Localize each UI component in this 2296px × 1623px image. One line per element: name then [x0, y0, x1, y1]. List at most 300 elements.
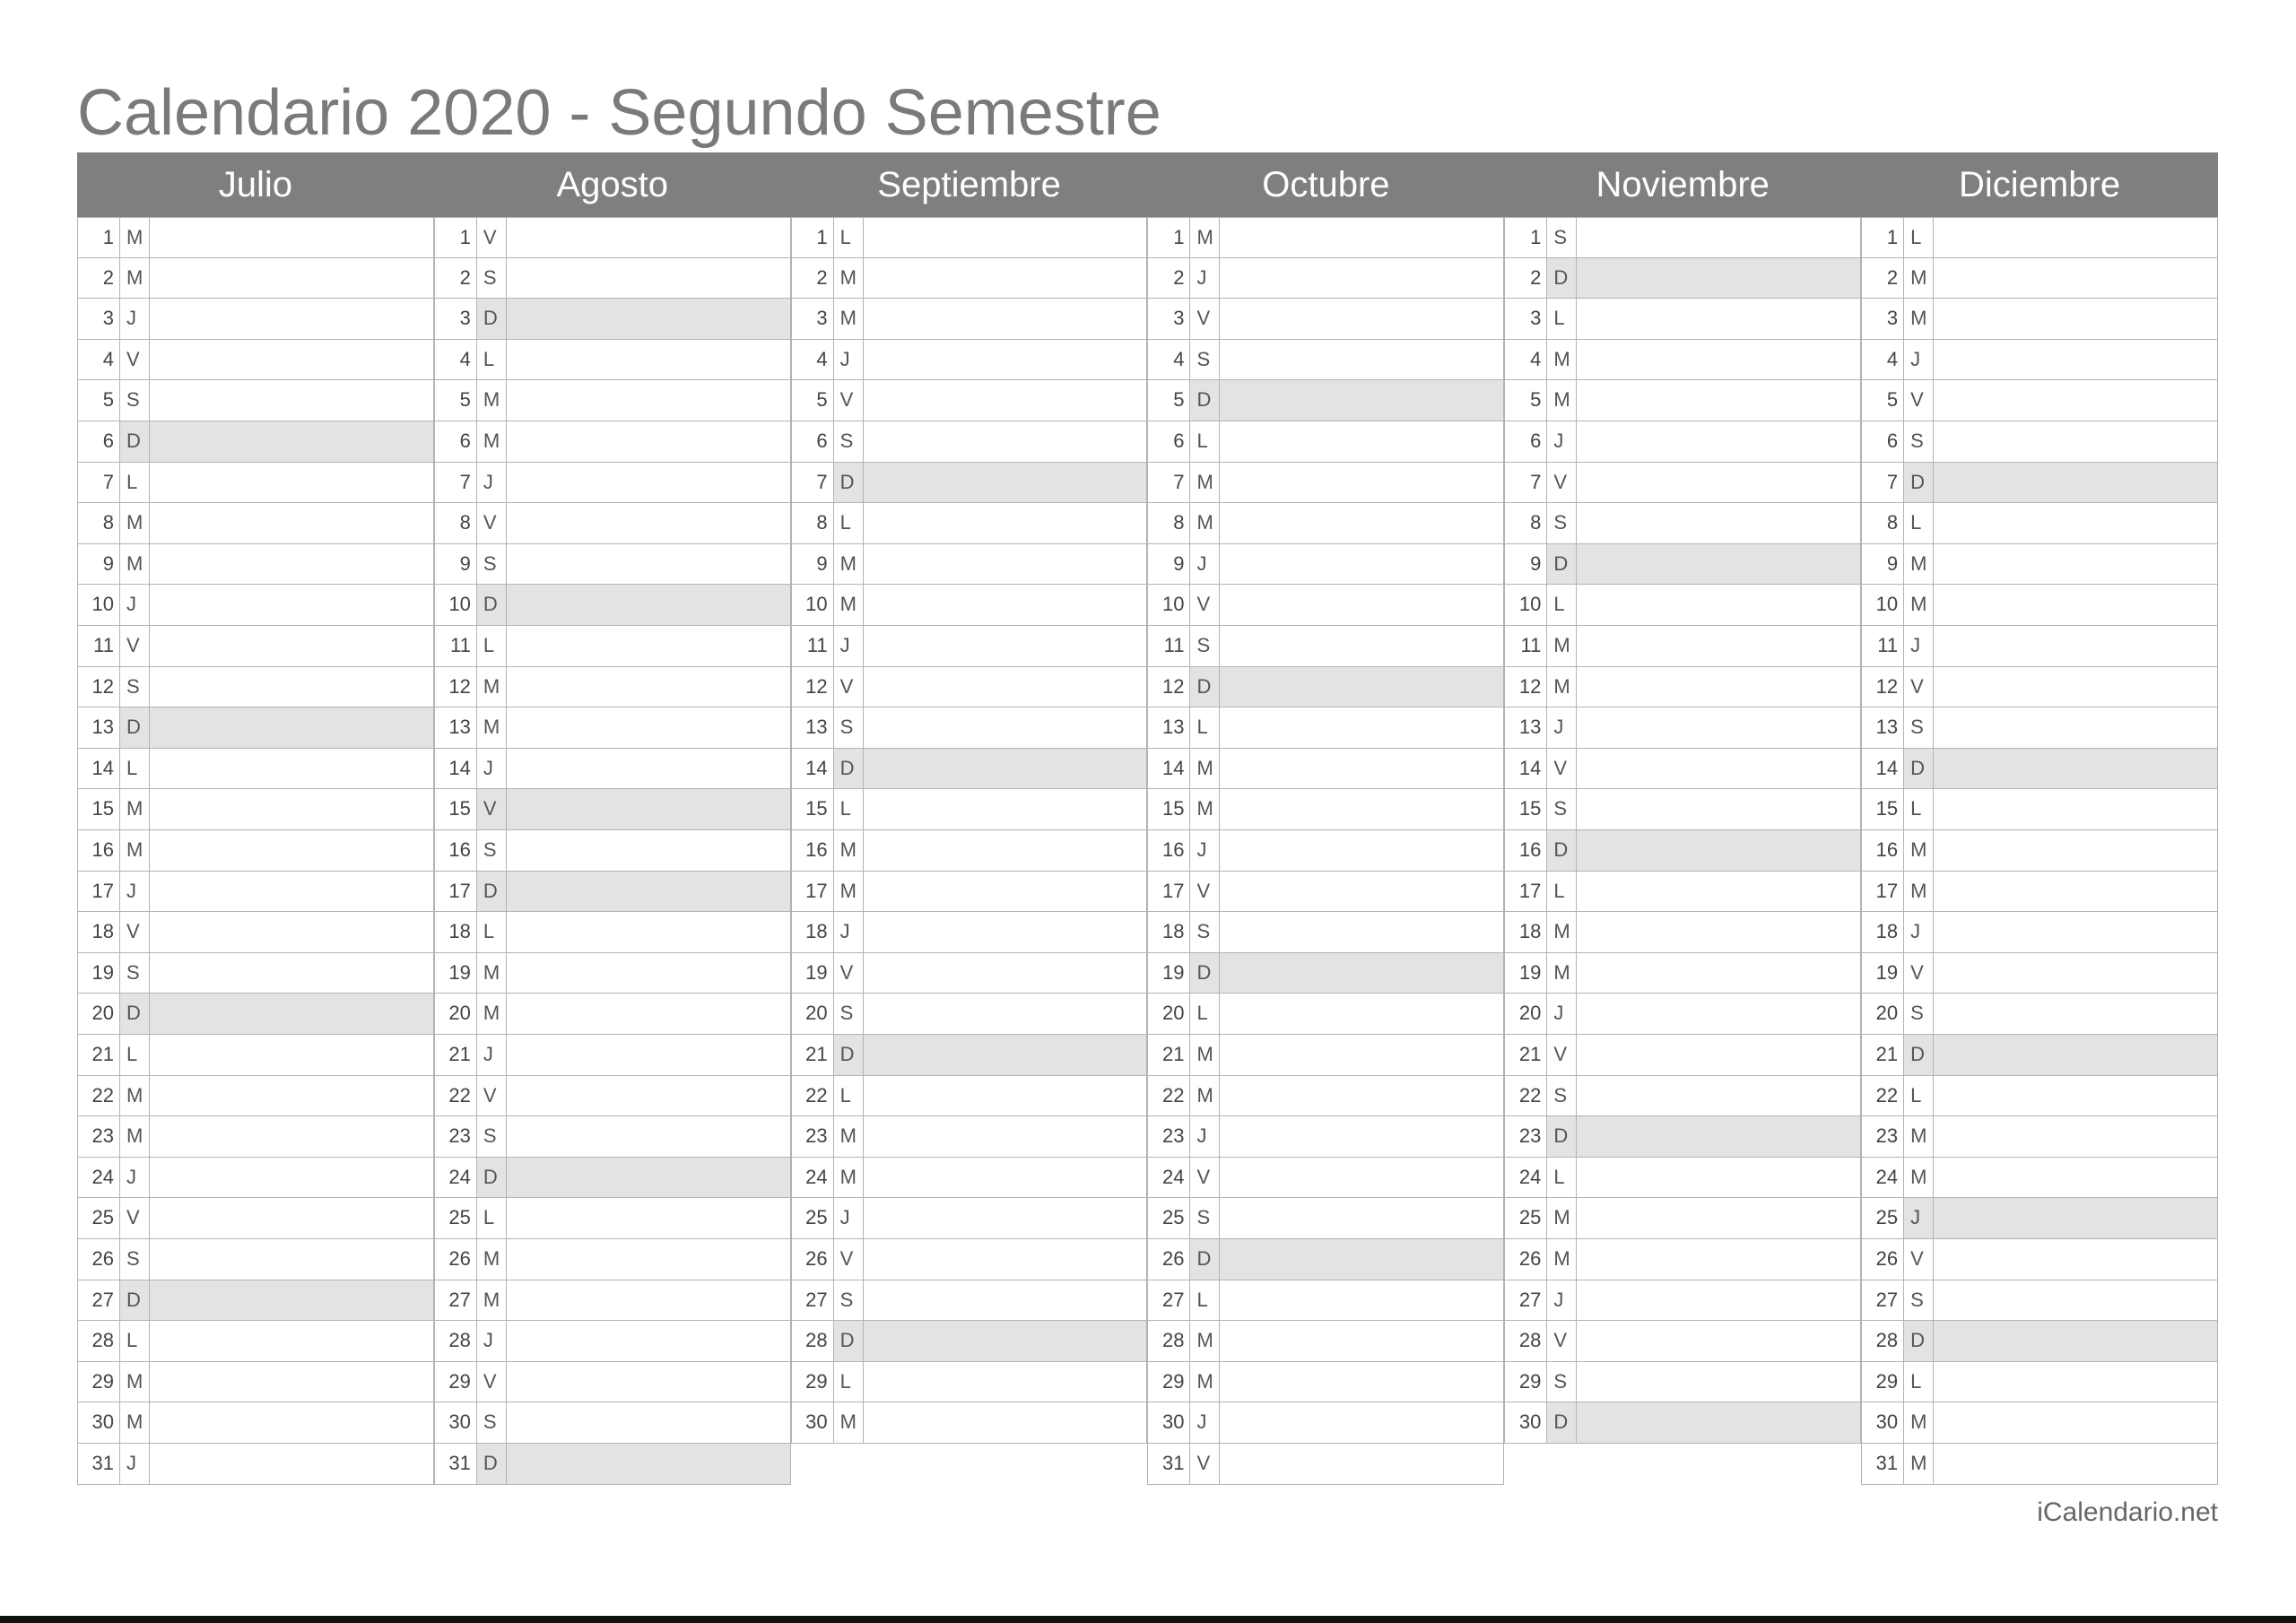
- day-row: [791, 626, 1148, 667]
- day-row: [77, 421, 434, 463]
- day-number: 8: [1530, 511, 1542, 534]
- month-header-noviembre: Noviembre: [1596, 165, 1770, 204]
- day-number: 18: [1518, 920, 1542, 943]
- day-number: 15: [91, 797, 114, 820]
- day-number: 26: [448, 1247, 471, 1270]
- note-cell: [1220, 749, 1503, 789]
- note-cell: [507, 749, 790, 789]
- day-number: 8: [1886, 511, 1899, 534]
- day-number: 22: [805, 1083, 828, 1107]
- note-cell: [1220, 1444, 1503, 1484]
- weekday-letter: J: [119, 1158, 150, 1198]
- day-row: [77, 1158, 434, 1199]
- day-row: [434, 749, 791, 790]
- note-cell: [507, 872, 790, 912]
- day-row: [77, 1035, 434, 1076]
- note-cell: [507, 912, 790, 952]
- day-row: [434, 912, 791, 953]
- weekday-letter: M: [476, 1239, 507, 1280]
- note-cell: [1577, 626, 1860, 666]
- weekday-letter: S: [1903, 707, 1934, 748]
- note-cell: [150, 1239, 433, 1280]
- weekday-letter: M: [833, 1158, 864, 1198]
- day-row: [791, 1280, 1148, 1322]
- note-cell: [150, 421, 433, 462]
- day-row: [434, 953, 791, 994]
- weekday-letter: S: [833, 421, 864, 462]
- note-cell: [150, 994, 433, 1034]
- day-number: 12: [91, 674, 114, 698]
- note-cell: [1934, 340, 2217, 380]
- note-cell: [864, 218, 1147, 257]
- note-cell: [507, 1198, 790, 1238]
- note-cell: [1220, 667, 1503, 707]
- weekday-letter: S: [1189, 912, 1220, 952]
- day-number: 16: [91, 838, 114, 861]
- weekday-letter: V: [1546, 1321, 1577, 1361]
- note-cell: [150, 544, 433, 585]
- note-cell: [1577, 789, 1860, 829]
- weekday-letter: S: [1546, 1362, 1577, 1402]
- day-number: 12: [1875, 674, 1899, 698]
- weekday-letter: D: [1546, 1402, 1577, 1443]
- day-number: 4: [459, 347, 471, 370]
- day-number: 5: [1886, 388, 1899, 412]
- weekday-letter: M: [476, 707, 507, 748]
- note-cell: [507, 1035, 790, 1075]
- weekday-letter: M: [119, 830, 150, 871]
- note-cell: [1934, 218, 2217, 257]
- day-row: [1147, 667, 1504, 708]
- day-number: 15: [1162, 797, 1185, 820]
- day-row: [1147, 707, 1504, 749]
- day-number: 24: [1162, 1165, 1185, 1188]
- weekday-letter: J: [476, 1035, 507, 1075]
- day-number: 1: [816, 226, 828, 248]
- day-row: [1504, 626, 1861, 667]
- day-row: [434, 217, 791, 258]
- day-number: 5: [816, 388, 828, 412]
- day-number: 6: [1530, 430, 1542, 452]
- note-cell: [1934, 380, 2217, 421]
- day-row: [1504, 1280, 1861, 1322]
- note-cell: [864, 1035, 1147, 1075]
- day-row: [1147, 217, 1504, 258]
- note-cell: [1220, 503, 1503, 543]
- day-row: [1861, 1362, 2218, 1403]
- day-row: [77, 626, 434, 667]
- day-number: 16: [1518, 838, 1542, 861]
- day-row: [1861, 1116, 2218, 1158]
- weekday-letter: M: [1903, 544, 1934, 585]
- weekday-letter: M: [119, 1362, 150, 1402]
- day-row: [1504, 299, 1861, 340]
- day-number: 19: [448, 960, 471, 984]
- day-row: [791, 1158, 1148, 1199]
- day-number: 22: [448, 1083, 471, 1107]
- note-cell: [1220, 1362, 1503, 1402]
- day-row: [1861, 1158, 2218, 1199]
- day-number: 1: [1886, 226, 1899, 248]
- day-number: 9: [102, 551, 114, 575]
- weekday-letter: S: [119, 667, 150, 707]
- note-cell: [1577, 585, 1860, 625]
- note-cell: [507, 299, 790, 339]
- weekday-letter: M: [1189, 463, 1220, 503]
- day-row: [1147, 380, 1504, 421]
- day-number: 30: [1875, 1410, 1899, 1434]
- day-row: [434, 1076, 791, 1117]
- note-cell: [1220, 1076, 1503, 1116]
- weekday-letter: M: [1546, 1239, 1577, 1280]
- weekday-letter: L: [476, 340, 507, 380]
- day-row: [434, 299, 791, 340]
- day-number: 10: [1518, 593, 1542, 616]
- weekday-letter: D: [1903, 1035, 1934, 1075]
- day-number: 10: [448, 593, 471, 616]
- day-row: [1861, 421, 2218, 463]
- day-row: [1147, 1116, 1504, 1158]
- note-cell: [1934, 1076, 2217, 1116]
- day-row: [791, 463, 1148, 504]
- day-number: 26: [1518, 1247, 1542, 1270]
- day-row: [434, 1198, 791, 1239]
- weekday-letter: D: [833, 1321, 864, 1361]
- note-cell: [1934, 1402, 2217, 1443]
- day-number: 3: [1886, 307, 1899, 330]
- note-cell: [507, 1444, 790, 1484]
- weekday-letter: M: [833, 299, 864, 339]
- weekday-letter: D: [1546, 1116, 1577, 1157]
- day-row: [434, 503, 791, 544]
- note-cell: [1220, 789, 1503, 829]
- note-cell: [1577, 1239, 1860, 1280]
- note-cell: [1934, 749, 2217, 789]
- day-number: 16: [805, 838, 828, 861]
- day-number: 2: [1173, 265, 1185, 289]
- day-number: 4: [816, 347, 828, 370]
- day-number: 25: [448, 1206, 471, 1229]
- day-row: [1504, 1116, 1861, 1158]
- weekday-letter: M: [1903, 1158, 1934, 1198]
- weekday-letter: M: [1903, 585, 1934, 625]
- weekday-letter: M: [1903, 830, 1934, 871]
- day-row: [1861, 749, 2218, 790]
- day-number: 9: [1886, 551, 1899, 575]
- weekday-letter: M: [476, 380, 507, 421]
- day-row: [434, 1158, 791, 1199]
- day-row: [791, 1362, 1148, 1403]
- note-cell: [1934, 258, 2217, 299]
- day-row: [77, 1444, 434, 1485]
- day-number: 20: [91, 1002, 114, 1025]
- weekday-letter: J: [1546, 994, 1577, 1034]
- note-cell: [864, 953, 1147, 994]
- day-row: [791, 380, 1148, 421]
- day-row: [77, 463, 434, 504]
- weekday-letter: L: [1903, 789, 1934, 829]
- note-cell: [864, 380, 1147, 421]
- weekday-letter: V: [833, 380, 864, 421]
- note-cell: [864, 667, 1147, 707]
- weekday-letter: V: [1189, 1158, 1220, 1198]
- day-number: 7: [816, 470, 828, 493]
- day-number: 18: [805, 920, 828, 943]
- note-cell: [1934, 585, 2217, 625]
- weekday-letter: D: [833, 463, 864, 503]
- weekday-letter: J: [476, 463, 507, 503]
- day-number: 19: [805, 960, 828, 984]
- day-number: 16: [1162, 838, 1185, 861]
- weekday-letter: D: [1189, 667, 1220, 707]
- weekday-letter: S: [1189, 626, 1220, 666]
- note-cell: [1220, 1198, 1503, 1238]
- note-cell: [1934, 1035, 2217, 1075]
- day-row: [1147, 258, 1504, 299]
- day-row: [1861, 299, 2218, 340]
- day-number: 27: [448, 1288, 471, 1311]
- weekday-letter: D: [476, 872, 507, 912]
- day-number: 20: [805, 1002, 828, 1025]
- note-cell: [1934, 1280, 2217, 1321]
- day-row: [1504, 380, 1861, 421]
- note-cell: [864, 749, 1147, 789]
- weekday-letter: D: [476, 1158, 507, 1198]
- weekday-letter: D: [119, 707, 150, 748]
- day-number: 23: [91, 1124, 114, 1148]
- day-number: 12: [448, 674, 471, 698]
- weekday-letter: L: [476, 1198, 507, 1238]
- day-number: 24: [1875, 1165, 1899, 1188]
- day-row: [791, 789, 1148, 830]
- day-number: 27: [805, 1288, 828, 1311]
- day-number: 10: [91, 593, 114, 616]
- day-row: [1147, 1402, 1504, 1444]
- day-number: 29: [91, 1369, 114, 1393]
- day-number: 3: [459, 307, 471, 330]
- note-cell: [1220, 380, 1503, 421]
- day-row: [1861, 585, 2218, 626]
- weekday-letter: V: [1903, 1239, 1934, 1280]
- day-number: 21: [1875, 1043, 1899, 1065]
- day-number: 27: [1162, 1288, 1185, 1311]
- weekday-letter: S: [1903, 421, 1934, 462]
- weekday-letter: D: [833, 1035, 864, 1075]
- note-cell: [1934, 1198, 2217, 1238]
- note-cell: [507, 1239, 790, 1280]
- day-number: 24: [1518, 1165, 1542, 1188]
- note-cell: [1220, 1239, 1503, 1280]
- day-number: 22: [1875, 1083, 1899, 1107]
- bottom-divider: [0, 1616, 2296, 1623]
- note-cell: [150, 463, 433, 503]
- note-cell: [1220, 544, 1503, 585]
- weekday-letter: L: [833, 218, 864, 257]
- weekday-letter: M: [833, 1402, 864, 1443]
- note-cell: [1577, 1402, 1860, 1443]
- day-number: 14: [1162, 756, 1185, 779]
- note-cell: [1934, 503, 2217, 543]
- day-number: 21: [1162, 1043, 1185, 1065]
- day-row: [1504, 258, 1861, 299]
- day-number: 12: [1518, 674, 1542, 698]
- day-row: [77, 830, 434, 872]
- weekday-letter: M: [119, 503, 150, 543]
- weekday-letter: J: [1189, 830, 1220, 871]
- weekday-letter: L: [1546, 585, 1577, 625]
- day-number: 11: [1877, 634, 1899, 656]
- day-row: [77, 1076, 434, 1117]
- day-row: [1147, 1076, 1504, 1117]
- note-cell: [150, 1362, 433, 1402]
- note-cell: [1577, 707, 1860, 748]
- weekday-letter: L: [1903, 1362, 1934, 1402]
- day-row: [791, 667, 1148, 708]
- note-cell: [507, 544, 790, 585]
- day-number: 19: [1875, 960, 1899, 984]
- note-cell: [1577, 1321, 1860, 1361]
- day-row: [1504, 544, 1861, 586]
- note-cell: [1934, 707, 2217, 748]
- day-number: 25: [1162, 1206, 1185, 1229]
- weekday-letter: S: [833, 707, 864, 748]
- note-cell: [1934, 953, 2217, 994]
- weekday-letter: M: [1189, 218, 1220, 257]
- day-row: [1504, 340, 1861, 381]
- weekday-letter: J: [1903, 912, 1934, 952]
- weekday-letter: M: [119, 544, 150, 585]
- note-cell: [864, 994, 1147, 1034]
- day-row: [77, 707, 434, 749]
- note-cell: [864, 258, 1147, 299]
- weekday-letter: M: [476, 1280, 507, 1321]
- weekday-letter: D: [1189, 1239, 1220, 1280]
- note-cell: [1934, 1321, 2217, 1361]
- note-cell: [1577, 218, 1860, 257]
- weekday-letter: V: [1189, 299, 1220, 339]
- weekday-letter: S: [119, 953, 150, 994]
- weekday-letter: L: [1903, 1076, 1934, 1116]
- note-cell: [150, 1198, 433, 1238]
- weekday-letter: J: [1189, 258, 1220, 299]
- weekday-letter: M: [476, 994, 507, 1034]
- day-number: 28: [1875, 1329, 1899, 1352]
- day-number: 31: [91, 1452, 114, 1474]
- weekday-letter: M: [476, 421, 507, 462]
- day-number: 21: [1518, 1043, 1542, 1065]
- weekday-letter: J: [119, 585, 150, 625]
- day-number: 20: [448, 1002, 471, 1025]
- note-cell: [864, 1158, 1147, 1198]
- day-row: [434, 830, 791, 872]
- day-row: [434, 707, 791, 749]
- day-number: 24: [805, 1165, 828, 1188]
- day-number: 6: [1173, 430, 1185, 452]
- note-cell: [1220, 953, 1503, 994]
- day-row: [1861, 258, 2218, 299]
- day-row: [1861, 912, 2218, 953]
- weekday-letter: M: [833, 585, 864, 625]
- note-cell: [507, 830, 790, 871]
- day-row: [791, 912, 1148, 953]
- day-number: 31: [448, 1452, 471, 1474]
- note-cell: [864, 1076, 1147, 1116]
- day-number: 21: [805, 1043, 828, 1065]
- weekday-letter: L: [1546, 299, 1577, 339]
- note-cell: [864, 463, 1147, 503]
- day-row: [1504, 421, 1861, 463]
- day-row: [77, 1116, 434, 1158]
- note-cell: [1220, 1280, 1503, 1321]
- note-cell: [864, 1116, 1147, 1157]
- note-cell: [507, 626, 790, 666]
- day-row: [1861, 217, 2218, 258]
- day-number: 17: [805, 879, 828, 902]
- day-number: 9: [816, 551, 828, 575]
- day-number: 5: [1173, 388, 1185, 412]
- day-number: 6: [459, 430, 471, 452]
- day-number: 5: [102, 388, 114, 412]
- weekday-letter: M: [119, 1116, 150, 1157]
- day-number: 29: [1518, 1369, 1542, 1393]
- weekday-letter: V: [833, 667, 864, 707]
- day-number: 13: [1518, 716, 1542, 739]
- note-cell: [507, 421, 790, 462]
- weekday-letter: D: [1903, 1321, 1934, 1361]
- note-cell: [1934, 544, 2217, 585]
- day-number: 14: [805, 756, 828, 779]
- day-row: [1861, 544, 2218, 586]
- weekday-letter: J: [833, 1198, 864, 1238]
- day-row: [434, 258, 791, 299]
- weekday-letter: J: [1903, 340, 1934, 380]
- day-row: [791, 585, 1148, 626]
- note-cell: [1577, 1280, 1860, 1321]
- weekday-letter: J: [1903, 1198, 1934, 1238]
- day-number: 26: [91, 1247, 114, 1270]
- day-number: 16: [448, 838, 471, 861]
- weekday-letter: D: [476, 299, 507, 339]
- weekday-letter: D: [476, 1444, 507, 1484]
- weekday-letter: S: [833, 994, 864, 1034]
- note-cell: [1220, 707, 1503, 748]
- day-number: 28: [1518, 1329, 1542, 1352]
- weekday-letter: D: [476, 585, 507, 625]
- day-row: [77, 667, 434, 708]
- day-number: 8: [102, 511, 114, 534]
- day-number: 7: [459, 470, 471, 493]
- note-cell: [1934, 789, 2217, 829]
- note-cell: [507, 707, 790, 748]
- note-cell: [1577, 667, 1860, 707]
- day-number: 11: [806, 634, 828, 656]
- note-cell: [150, 1158, 433, 1198]
- day-row: [1861, 830, 2218, 872]
- weekday-letter: J: [119, 872, 150, 912]
- weekday-letter: L: [833, 1076, 864, 1116]
- note-cell: [1934, 421, 2217, 462]
- day-number: 12: [805, 674, 828, 698]
- day-number: 3: [1530, 307, 1542, 330]
- note-cell: [507, 380, 790, 421]
- day-row: [1504, 1035, 1861, 1076]
- day-number: 25: [91, 1206, 114, 1229]
- day-row: [77, 872, 434, 913]
- day-number: 9: [1530, 551, 1542, 575]
- note-cell: [507, 953, 790, 994]
- day-number: 21: [448, 1043, 471, 1065]
- day-row: [1504, 585, 1861, 626]
